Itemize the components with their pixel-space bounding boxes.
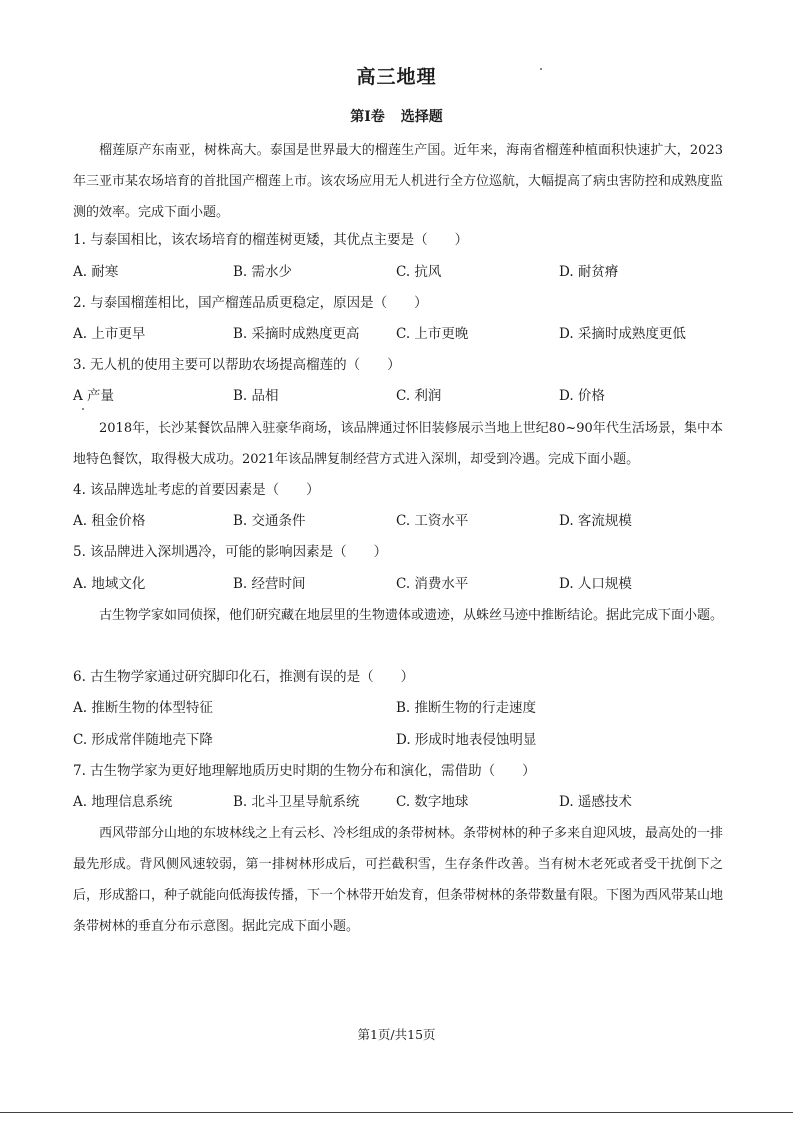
question-4-options xyxy=(73,511,733,531)
option-c: C. 消费水平 xyxy=(396,576,469,592)
passage-paleontology xyxy=(73,600,723,631)
question-6-options-row2 xyxy=(73,730,733,750)
question-3-options xyxy=(73,386,733,406)
question-4: 4. 该品牌选址考虑的首要因素是（ ） xyxy=(73,482,320,498)
section-heading xyxy=(0,106,793,126)
option-b: B. 需水少 xyxy=(233,264,293,280)
section-label: 第Ⅰ卷 xyxy=(350,109,385,125)
option-a: A. 上市更早 xyxy=(73,326,146,342)
passage-durian xyxy=(73,135,723,228)
option-c: C. 工资水平 xyxy=(396,513,469,529)
option-a: A 产量 xyxy=(73,388,115,404)
option-b: B. 经营时间 xyxy=(233,576,306,592)
option-d: D. 客流规模 xyxy=(559,513,632,529)
option-a: A. 耐寒 xyxy=(73,264,119,280)
passage-westerlies-forest xyxy=(73,818,723,942)
question-1-options xyxy=(73,262,733,282)
option-a: A. 推断生物的体型特征 xyxy=(73,700,213,716)
option-d: D. 耐贫瘠 xyxy=(559,264,619,280)
question-5: 5. 该品牌进入深圳遇冷，可能的影响因素是（ ） xyxy=(73,544,388,560)
option-d: D. 人口规模 xyxy=(559,576,632,592)
passage-text: 古生物学家如同侦探，他们研究藏在地层里的生物遗体或遗迹，从蛛丝马迹中推断结论。据此完成下面小题。 xyxy=(99,608,724,623)
question-7: 7. 古生物学家为更好地理解地质历史时期的生物分布和演化，需借助（ ） xyxy=(73,763,536,779)
passage-text: 榴莲原产东南亚，树株高大。泰国是世界最大的榴莲生产国。近年来，海南省榴莲种植面积快速扩大，2023年三亚市某农场培育的首批国产榴莲上市。该农场应用无人机进行全方位巡航，大幅提高了病虫害防控和成熟度监测的效率。完成下面小题。 xyxy=(73,143,724,220)
option-d: D. 采摘时成熟度更低 xyxy=(559,326,686,342)
section-name: 选择题 xyxy=(400,109,443,125)
option-b: B. 北斗卫星导航系统 xyxy=(233,794,360,810)
bottom-border-line xyxy=(0,1112,793,1113)
scan-speck xyxy=(540,68,542,70)
option-a: A. 地域文化 xyxy=(73,576,146,592)
question-6: 6. 古生物学家通过研究脚印化石，推测有误的是（ ） xyxy=(73,669,415,685)
passage-restaurant xyxy=(73,413,723,475)
option-c: C. 数字地球 xyxy=(396,794,469,810)
option-d: D. 形成时地表侵蚀明显 xyxy=(396,732,537,748)
option-c: C. 形成常伴随地壳下降 xyxy=(73,732,213,748)
option-c: C. 利润 xyxy=(396,388,442,404)
question-2-options xyxy=(73,324,733,344)
option-b: B. 交通条件 xyxy=(233,513,306,529)
option-c: C. 抗风 xyxy=(396,264,442,280)
passage-text: 2018年，长沙某餐饮品牌入驻豪华商场，该品牌通过怀旧装修展示当地上世纪80~90年代生活场景，集中本地特色餐饮，取得极大成功。2021年该品牌复制经营方式进入深圳，却受到冷遇。完成下面小题。 xyxy=(73,421,723,467)
option-d: D. 遥感技术 xyxy=(559,794,632,810)
page-footer: 第1页/共15页 xyxy=(357,1027,436,1042)
question-3: 3. 无人机的使用主要可以帮助农场提高榴莲的（ ） xyxy=(73,357,401,373)
page-title: 高三地理 xyxy=(356,66,437,88)
option-d: D. 价格 xyxy=(559,388,605,404)
question-1: 1. 与泰国相比，该农场培育的榴莲树更矮，其优点主要是（ ） xyxy=(73,232,469,248)
option-b: B. 品相 xyxy=(233,388,279,404)
option-b: B. 推断生物的行走速度 xyxy=(396,700,537,716)
question-7-options xyxy=(73,792,733,812)
passage-text: 西风带部分山地的东坡林线之上有云杉、冷杉组成的条带树林。条带树林的种子多来自迎风坡，最高处的一排最先形成。背风侧风速较弱，第一排树林形成后，可拦截积雪，生存条件改善。当有树木老死或者受干扰倒下之后，形成豁口，种子就能向低海拔传播，下一个林带开始发育，但条带树林的条带数量有限。下图为西风带某山地条带树林的垂直分布示意图。据此完成下面小题。 xyxy=(73,826,724,934)
question-2: 2. 与泰国榴莲相比，国产榴莲品质更稳定，原因是（ ） xyxy=(73,295,428,311)
scan-speck xyxy=(82,408,84,410)
option-a: A. 地理信息系统 xyxy=(73,794,173,810)
option-a: A. 租金价格 xyxy=(73,513,146,529)
option-b: B. 采摘时成熟度更高 xyxy=(233,326,360,342)
option-c: C. 上市更晚 xyxy=(396,326,469,342)
question-6-options-row1 xyxy=(73,698,733,718)
question-5-options xyxy=(73,574,733,594)
